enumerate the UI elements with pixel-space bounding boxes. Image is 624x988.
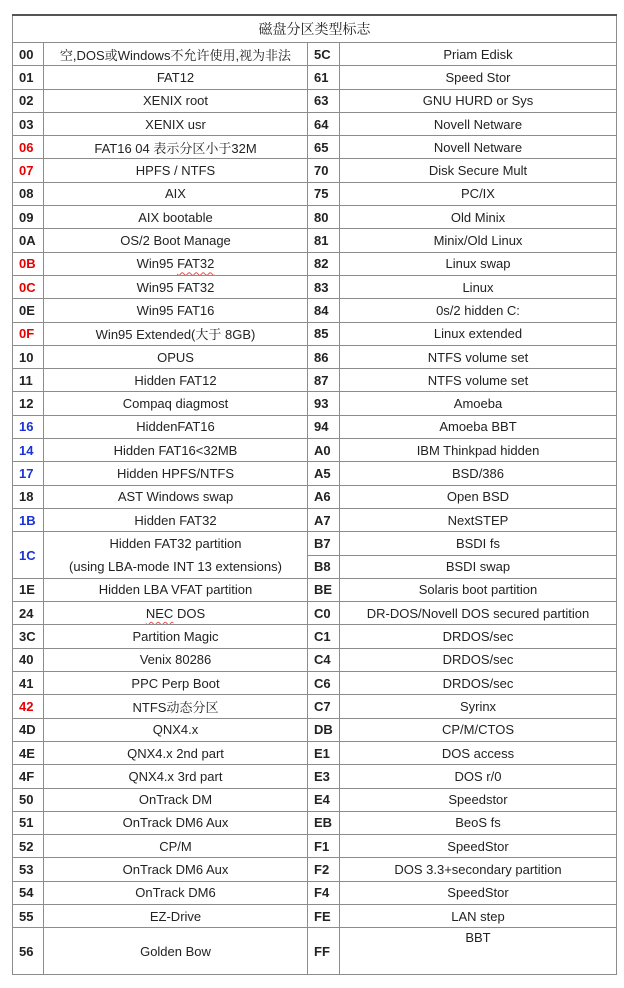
partition-description: Compaq diagmost (44, 392, 308, 415)
partition-description: OnTrack DM6 (44, 881, 308, 904)
partition-description: PPC Perp Boot (44, 672, 308, 695)
partition-description: DOS r/0 (340, 765, 617, 788)
partition-code: 00 (13, 43, 44, 66)
partition-code: 12 (13, 392, 44, 415)
partition-description: XENIX usr (44, 112, 308, 135)
partition-description: Hidden FAT32 partition (44, 532, 308, 555)
partition-code: 1C (13, 532, 44, 579)
partition-description: Win95 FAT16 (44, 299, 308, 322)
partition-code: C1 (308, 625, 340, 648)
partition-description: DRDOS/sec (340, 625, 617, 648)
table-row (13, 602, 617, 625)
table-row (13, 881, 617, 904)
partition-description: QNX4.x 2nd part (44, 741, 308, 764)
partition-code: 50 (13, 788, 44, 811)
partition-description: Linux swap (340, 252, 617, 275)
partition-description: BSDI fs (340, 532, 617, 555)
partition-code: E4 (308, 788, 340, 811)
partition-description: NTFS volume set (340, 345, 617, 368)
table-title: 磁盘分区类型标志 (13, 15, 617, 43)
partition-description: BeoS fs (340, 811, 617, 834)
partition-code: EB (308, 811, 340, 834)
partition-code: 61 (308, 66, 340, 89)
partition-description: OnTrack DM (44, 788, 308, 811)
partition-description: Speedstor (340, 788, 617, 811)
partition-code: 64 (308, 112, 340, 135)
partition-description: NextSTEP (340, 508, 617, 531)
partition-code: 09 (13, 206, 44, 229)
partition-code: 0C (13, 275, 44, 298)
partition-code: 63 (308, 89, 340, 112)
partition-description: CP/M (44, 835, 308, 858)
partition-description: GNU HURD or Sys (340, 89, 617, 112)
partition-code: 0E (13, 299, 44, 322)
table-row (13, 672, 617, 695)
partition-description: IBM Thinkpad hidden (340, 439, 617, 462)
partition-code: 18 (13, 485, 44, 508)
table-row (13, 89, 617, 112)
partition-code: C6 (308, 672, 340, 695)
table-row (13, 648, 617, 671)
table-row (13, 788, 617, 811)
partition-code: FE (308, 904, 340, 927)
partition-description: Hidden HPFS/NTFS (44, 462, 308, 485)
partition-description: DRDOS/sec (340, 648, 617, 671)
partition-description: Novell Netware (340, 136, 617, 159)
table-row (13, 765, 617, 788)
partition-code: 0F (13, 322, 44, 345)
table-row (13, 252, 617, 275)
partition-code: 1B (13, 508, 44, 531)
partition-description: 0s/2 hidden C: (340, 299, 617, 322)
partition-description: AIX bootable (44, 206, 308, 229)
table-row (13, 43, 617, 66)
partition-description: NEC DOS (44, 602, 308, 625)
table-row (13, 462, 617, 485)
partition-code: 86 (308, 345, 340, 368)
partition-code: 40 (13, 648, 44, 671)
partition-description: Partition Magic (44, 625, 308, 648)
partition-description: Linux (340, 275, 617, 298)
partition-description: SpeedStor (340, 835, 617, 858)
table-row (13, 439, 617, 462)
partition-description: PC/IX (340, 182, 617, 205)
partition-description: BSD/386 (340, 462, 617, 485)
table-row (13, 182, 617, 205)
partition-code: 1E (13, 578, 44, 601)
table-row (13, 275, 617, 298)
partition-code: 11 (13, 369, 44, 392)
partition-code: F4 (308, 881, 340, 904)
table-row (13, 858, 617, 881)
partition-code: 81 (308, 229, 340, 252)
partition-description: CP/M/CTOS (340, 718, 617, 741)
spellcheck-underline: NEC (145, 605, 174, 621)
partition-description: Disk Secure Mult (340, 159, 617, 182)
table-row (13, 159, 617, 182)
partition-description: QNX4.x (44, 718, 308, 741)
partition-description: Hidden FAT32 (44, 508, 308, 531)
partition-code: 06 (13, 136, 44, 159)
partition-code: 53 (13, 858, 44, 881)
partition-code: 14 (13, 439, 44, 462)
table-row (13, 66, 617, 89)
table-row (13, 904, 617, 927)
partition-code: 0B (13, 252, 44, 275)
partition-code: B7 (308, 532, 340, 555)
table-row (13, 741, 617, 764)
partition-code: 02 (13, 89, 44, 112)
partition-code: 83 (308, 275, 340, 298)
partition-type-table (12, 14, 617, 975)
partition-description: Minix/Old Linux (340, 229, 617, 252)
partition-description: Hidden FAT16<32MB (44, 439, 308, 462)
table-row (13, 718, 617, 741)
partition-code: 16 (13, 415, 44, 438)
partition-code: 24 (13, 602, 44, 625)
partition-description: DOS access (340, 741, 617, 764)
table-row (13, 928, 617, 975)
partition-code: B8 (308, 555, 340, 578)
partition-code: F1 (308, 835, 340, 858)
partition-code: 0A (13, 229, 44, 252)
table-row (13, 136, 617, 159)
spellcheck-underline: FAT32 (177, 256, 215, 272)
partition-code: 03 (13, 112, 44, 135)
partition-description: (using LBA-mode INT 13 extensions) (44, 555, 308, 578)
partition-description: NTFS动态分区 (44, 695, 308, 718)
partition-description: QNX4.x 3rd part (44, 765, 308, 788)
table-row (13, 555, 617, 578)
partition-code: 87 (308, 369, 340, 392)
partition-code: A0 (308, 439, 340, 462)
partition-description: NTFS volume set (340, 369, 617, 392)
partition-description: Amoeba (340, 392, 617, 415)
partition-code: E3 (308, 765, 340, 788)
partition-code: F2 (308, 858, 340, 881)
partition-code: 54 (13, 881, 44, 904)
partition-code: 4D (13, 718, 44, 741)
partition-description: Hidden FAT12 (44, 369, 308, 392)
partition-description: Novell Netware (340, 112, 617, 135)
partition-code: BE (308, 578, 340, 601)
table-title-row (13, 15, 617, 43)
table-row (13, 695, 617, 718)
table-row (13, 532, 617, 555)
partition-description: OnTrack DM6 Aux (44, 858, 308, 881)
partition-type-table-container (12, 14, 616, 975)
partition-description: OS/2 Boot Manage (44, 229, 308, 252)
partition-description: Golden Bow (44, 928, 308, 975)
partition-code: 07 (13, 159, 44, 182)
partition-code: A6 (308, 485, 340, 508)
table-row (13, 392, 617, 415)
partition-code: 70 (308, 159, 340, 182)
partition-description: OnTrack DM6 Aux (44, 811, 308, 834)
table-row (13, 835, 617, 858)
partition-description: HPFS / NTFS (44, 159, 308, 182)
table-row (13, 811, 617, 834)
partition-description: Amoeba BBT (340, 415, 617, 438)
partition-description: Syrinx (340, 695, 617, 718)
partition-code: 5C (308, 43, 340, 66)
partition-code: 41 (13, 672, 44, 695)
partition-code: 01 (13, 66, 44, 89)
partition-code: 4E (13, 741, 44, 764)
partition-description: SpeedStor (340, 881, 617, 904)
partition-code: 55 (13, 904, 44, 927)
partition-description: 空,DOS或Windows不允许使用,视为非法 (44, 43, 308, 66)
table-row (13, 322, 617, 345)
table-row (13, 206, 617, 229)
partition-description: AST Windows swap (44, 485, 308, 508)
partition-description: OPUS (44, 345, 308, 368)
partition-code: 65 (308, 136, 340, 159)
partition-description: Win95 Extended(大于 8GB) (44, 322, 308, 345)
partition-description: AIX (44, 182, 308, 205)
partition-description: Win95 FAT32 (44, 252, 308, 275)
partition-code: 4F (13, 765, 44, 788)
partition-description: BSDI swap (340, 555, 617, 578)
partition-code: C0 (308, 602, 340, 625)
partition-description: FAT16 04 表示分区小于32M (44, 136, 308, 159)
partition-code: 75 (308, 182, 340, 205)
partition-description: Venix 80286 (44, 648, 308, 671)
partition-description: DOS 3.3+secondary partition (340, 858, 617, 881)
partition-description: Open BSD (340, 485, 617, 508)
partition-code: A5 (308, 462, 340, 485)
table-row (13, 415, 617, 438)
table-row (13, 625, 617, 648)
partition-description: LAN step (340, 904, 617, 927)
partition-description: Win95 FAT32 (44, 275, 308, 298)
partition-code: DB (308, 718, 340, 741)
partition-description: XENIX root (44, 89, 308, 112)
partition-code: 94 (308, 415, 340, 438)
partition-description: Solaris boot partition (340, 578, 617, 601)
partition-code: A7 (308, 508, 340, 531)
partition-code: 51 (13, 811, 44, 834)
partition-code: 3C (13, 625, 44, 648)
partition-code: C4 (308, 648, 340, 671)
partition-description: DRDOS/sec (340, 672, 617, 695)
partition-description: DR-DOS/Novell DOS secured partition (340, 602, 617, 625)
table-row (13, 112, 617, 135)
partition-code: 82 (308, 252, 340, 275)
partition-description: Speed Stor (340, 66, 617, 89)
table-row (13, 345, 617, 368)
table-row (13, 508, 617, 531)
partition-code: 56 (13, 928, 44, 975)
partition-description: HiddenFAT16 (44, 415, 308, 438)
table-row (13, 229, 617, 252)
table-row (13, 578, 617, 601)
partition-code: 52 (13, 835, 44, 858)
partition-description: BBT (340, 928, 617, 975)
partition-description: Priam Edisk (340, 43, 617, 66)
partition-code: 17 (13, 462, 44, 485)
partition-code: FF (308, 928, 340, 975)
partition-code: 93 (308, 392, 340, 415)
table-row (13, 299, 617, 322)
partition-description: Linux extended (340, 322, 617, 345)
partition-description: Old Minix (340, 206, 617, 229)
partition-description: FAT12 (44, 66, 308, 89)
partition-code: 08 (13, 182, 44, 205)
partition-code: C7 (308, 695, 340, 718)
partition-code: E1 (308, 741, 340, 764)
table-row (13, 485, 617, 508)
partition-code: 80 (308, 206, 340, 229)
partition-code: 85 (308, 322, 340, 345)
partition-code: 42 (13, 695, 44, 718)
partition-description: Hidden LBA VFAT partition (44, 578, 308, 601)
partition-code: 10 (13, 345, 44, 368)
partition-code: 84 (308, 299, 340, 322)
table-row (13, 369, 617, 392)
partition-description: EZ-Drive (44, 904, 308, 927)
